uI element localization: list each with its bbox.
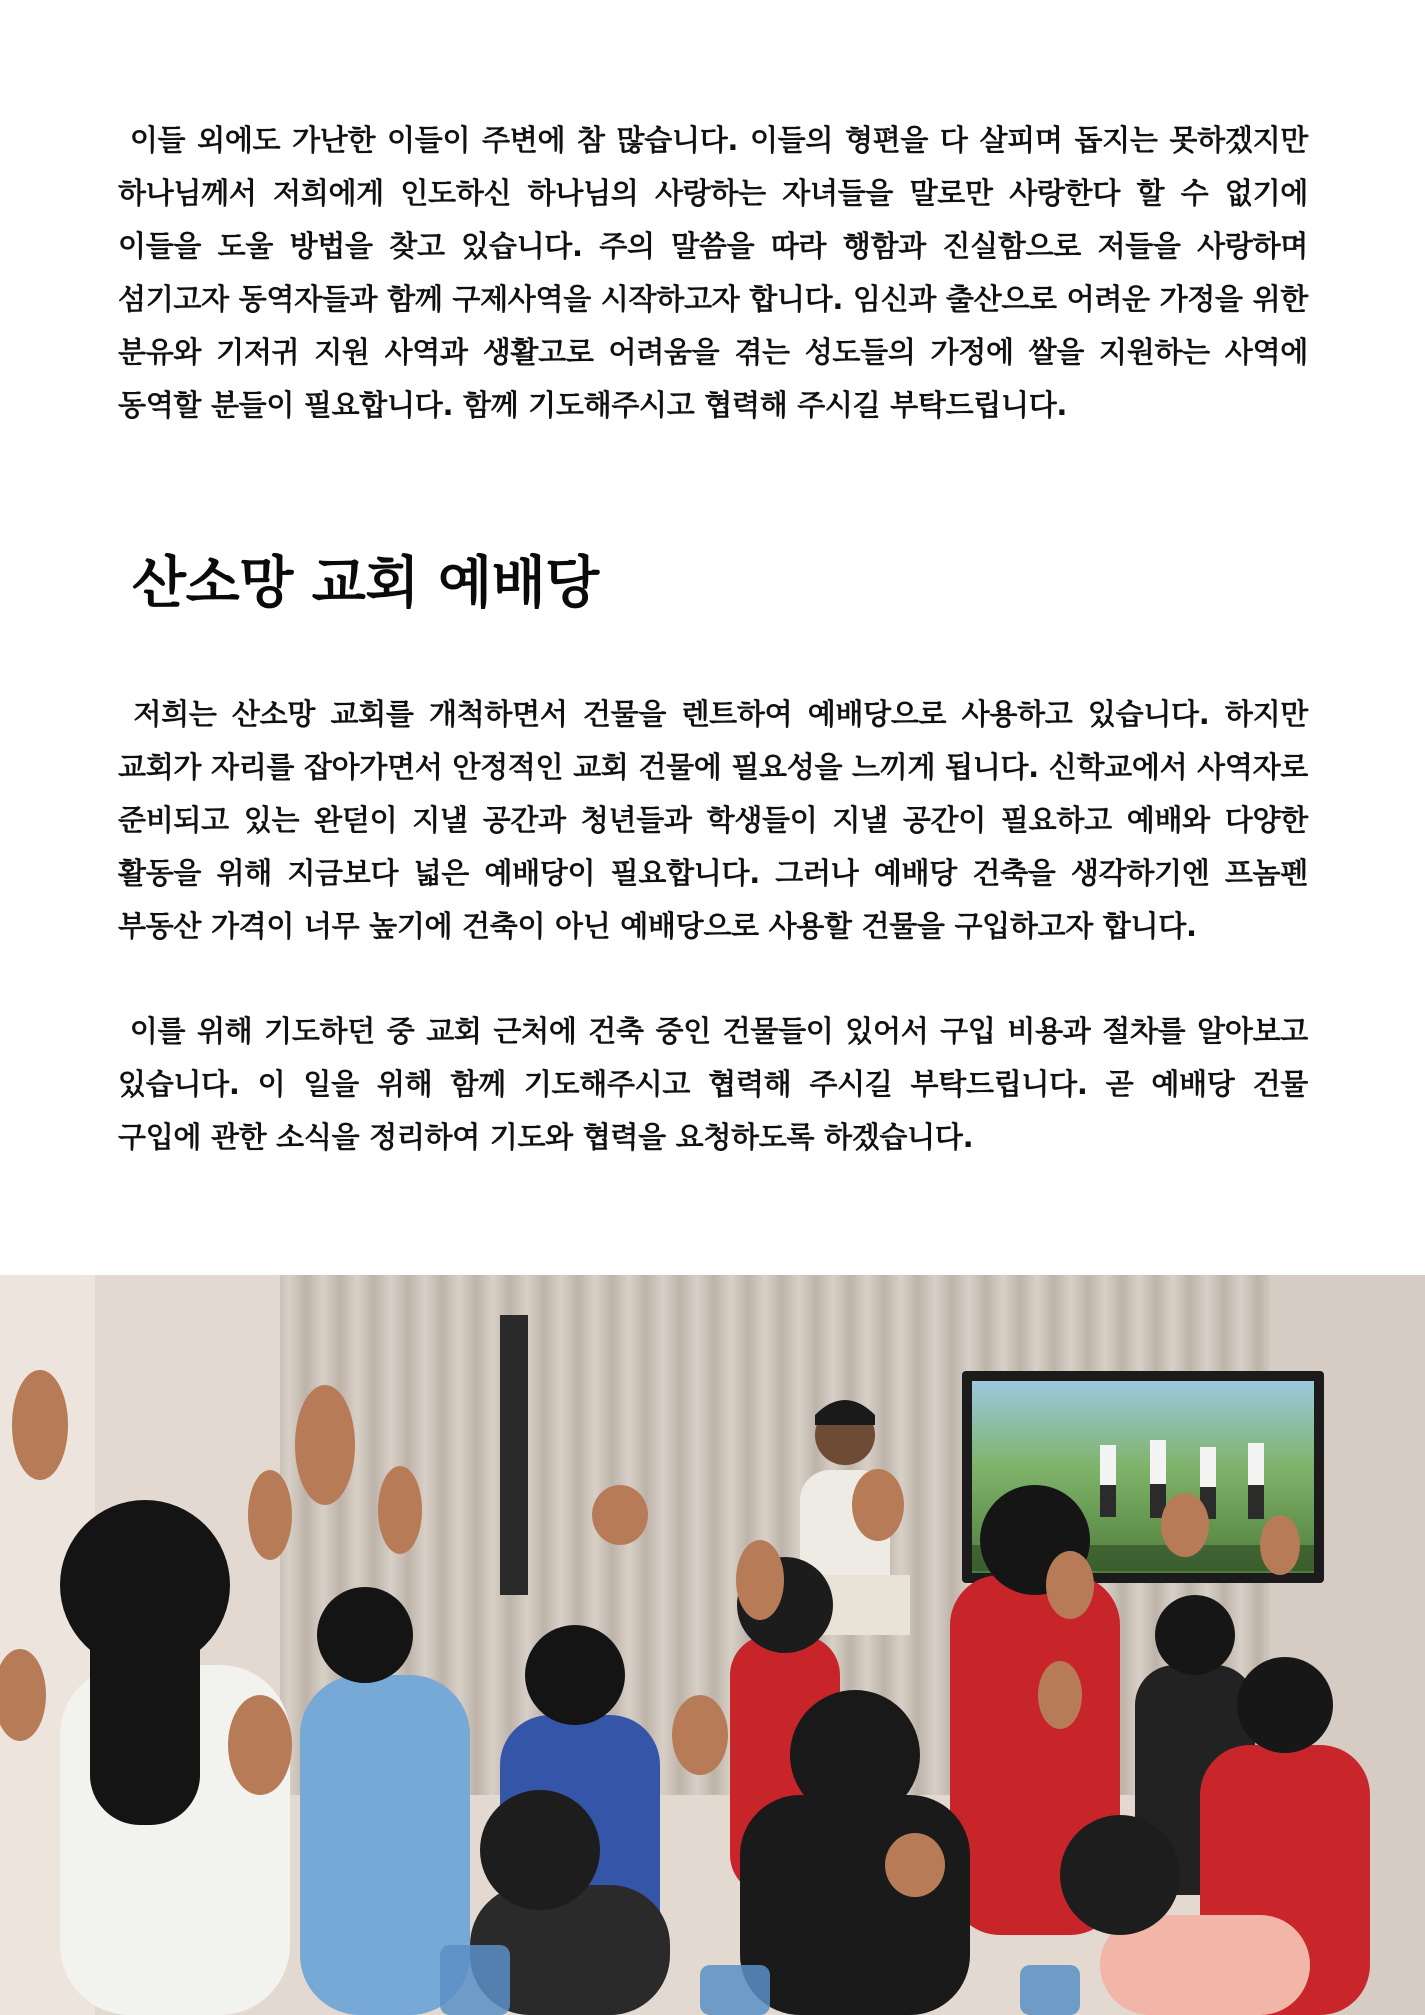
worship-photo-illustration: [0, 1275, 1425, 2015]
body-paragraph-church-building: 저희는 산소망 교회를 개척하면서 건물을 렌트하여 예배당으로 사용하고 있습니다. 하지만 교회가 자리를 잡아가면서 안정적인 교회 건물에 필요성을 느끼게 됩니다. 신학교에서 사역자로 준비되고 있는 완덛이 지낼 공간과 청년들과 학생들이 지낼 공간이 필요하고 예배와 다양한 활동을 위해 지금보다 넓은 예배당이 필요합니다. 그러나 예배당 건축을 생각하기엔 프놈펜 부동산 가격이 너무 높기에 건축이 아닌 예배당으로 사용할 건물을 구입하고자 합니다.: [118, 697, 1318, 943]
worship-photo: [0, 1275, 1425, 2015]
body-paragraph-relief-ministry: 이들 외에도 가난한 이들이 주변에 참 많습니다. 이들의 형편을 다 살피며 돕지는 못하겠지만 하나님께서 저희에게 인도하신 하나님의 사랑하는 자녀들을 말로만 사랑한다 할 수 없기에 이들을 도울 방법을 찾고 있습니다. 주의 말씀을 따라 행함과 진실함으로 저들을 사랑하며 섬기고자 동역자들과 함께 구제사역을 시작하고자 합니다. 임신과 출산으로 어려운 가정을 위한 분유와 기저귀 지원 사역과 생활고로 어려움을 겪는 성도들의 가정에 쌀을 지원하는 사역에 동역할 분들이 필요합니다. 함께 기도해주시고 협력해 주시길 부탁드립니다.: [118, 123, 1318, 422]
section-heading: 산소망 교회 예배당: [132, 551, 599, 616]
body-paragraph-building-purchase: 이를 위해 기도하던 중 교회 근처에 건축 중인 건물들이 있어서 구입 비용과 절차를 알아보고 있습니다. 이 일을 위해 함께 기도해주시고 협력해 주시길 부탁드립니다. 곧 예배당 건물 구입에 관한 소식을 정리하여 기도와 협력을 요청하도록 하겠습니다.: [118, 1014, 1318, 1154]
